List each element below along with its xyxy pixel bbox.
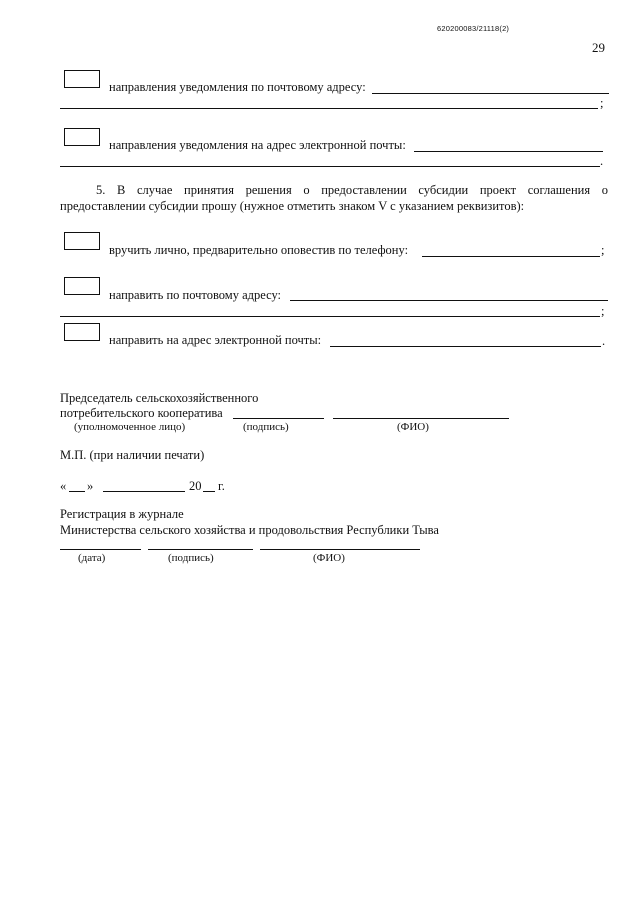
period: .: [600, 154, 604, 168]
postal-delivery-label: направить по почтовому адресу:: [109, 288, 282, 302]
semicolon: ;: [600, 96, 604, 110]
personal-delivery-checkbox[interactable]: [64, 232, 100, 250]
fio-field[interactable]: [333, 418, 509, 419]
email-address-field[interactable]: [330, 346, 601, 347]
email-delivery-checkbox[interactable]: [64, 323, 100, 341]
registration-line1: Регистрация в журнале: [60, 507, 184, 521]
semicolon: ;: [601, 304, 605, 318]
caption-signature: (подпись): [243, 421, 289, 433]
document-code: 620200083/21118(2): [437, 24, 510, 33]
postal-address-field-line2[interactable]: [60, 316, 600, 317]
page-number: 29: [592, 40, 605, 55]
personal-delivery-label: вручить лично, предварительно оповестив по телефону:: [109, 243, 409, 257]
signature-field[interactable]: [233, 418, 324, 419]
caption-date: (дата): [78, 552, 106, 564]
registration-line2: Министерства сельского хозяйства и продовольствия Республики Тыва: [60, 523, 439, 537]
year-suffix: г.: [218, 479, 225, 493]
postal-notification-field[interactable]: [372, 93, 609, 94]
caption-authorized-person: (уполномоченное лицо): [74, 421, 186, 433]
registration-signature-field[interactable]: [148, 549, 253, 550]
caption-fio: (ФИО): [397, 421, 429, 433]
stamp-note: М.П. (при наличии печати): [60, 448, 205, 462]
caption-signature: (подпись): [168, 552, 214, 564]
postal-delivery-checkbox[interactable]: [64, 277, 100, 295]
year-prefix: 20: [189, 479, 202, 493]
postal-notification-field-line2[interactable]: [60, 108, 598, 109]
chairman-title-line2: потребительского кооператива: [60, 406, 223, 420]
period: .: [602, 334, 606, 348]
email-notification-field[interactable]: [414, 151, 603, 152]
day-field[interactable]: [69, 491, 85, 492]
year-field[interactable]: [203, 491, 215, 492]
registration-date-field[interactable]: [60, 549, 141, 550]
phone-field[interactable]: [422, 256, 600, 257]
email-notification-field-line2[interactable]: [60, 166, 600, 167]
registration-fio-field[interactable]: [260, 549, 420, 550]
email-delivery-label: направить на адрес электронной почты:: [109, 333, 322, 347]
semicolon: ;: [601, 243, 605, 257]
postal-address-field[interactable]: [290, 300, 608, 301]
email-notification-checkbox[interactable]: [64, 128, 100, 146]
chairman-title-line1: Председатель сельскохозяйственного: [60, 391, 259, 405]
section-5-paragraph: 5. В случае принятия решения о предоставлении субсидии проект соглашения о предоставлении субсидии прошу (нужное отметить знаком V с указанием реквизитов):: [60, 183, 608, 213]
email-notification-label: направления уведомления на адрес электронной почты:: [109, 138, 406, 152]
postal-notification-label: направления уведомления по почтовому адресу:: [109, 80, 366, 94]
postal-notification-checkbox[interactable]: [64, 70, 100, 88]
date-open-quote: «: [60, 479, 67, 493]
date-close-quote: »: [87, 479, 94, 493]
month-field[interactable]: [103, 491, 185, 492]
caption-fio: (ФИО): [313, 552, 345, 564]
